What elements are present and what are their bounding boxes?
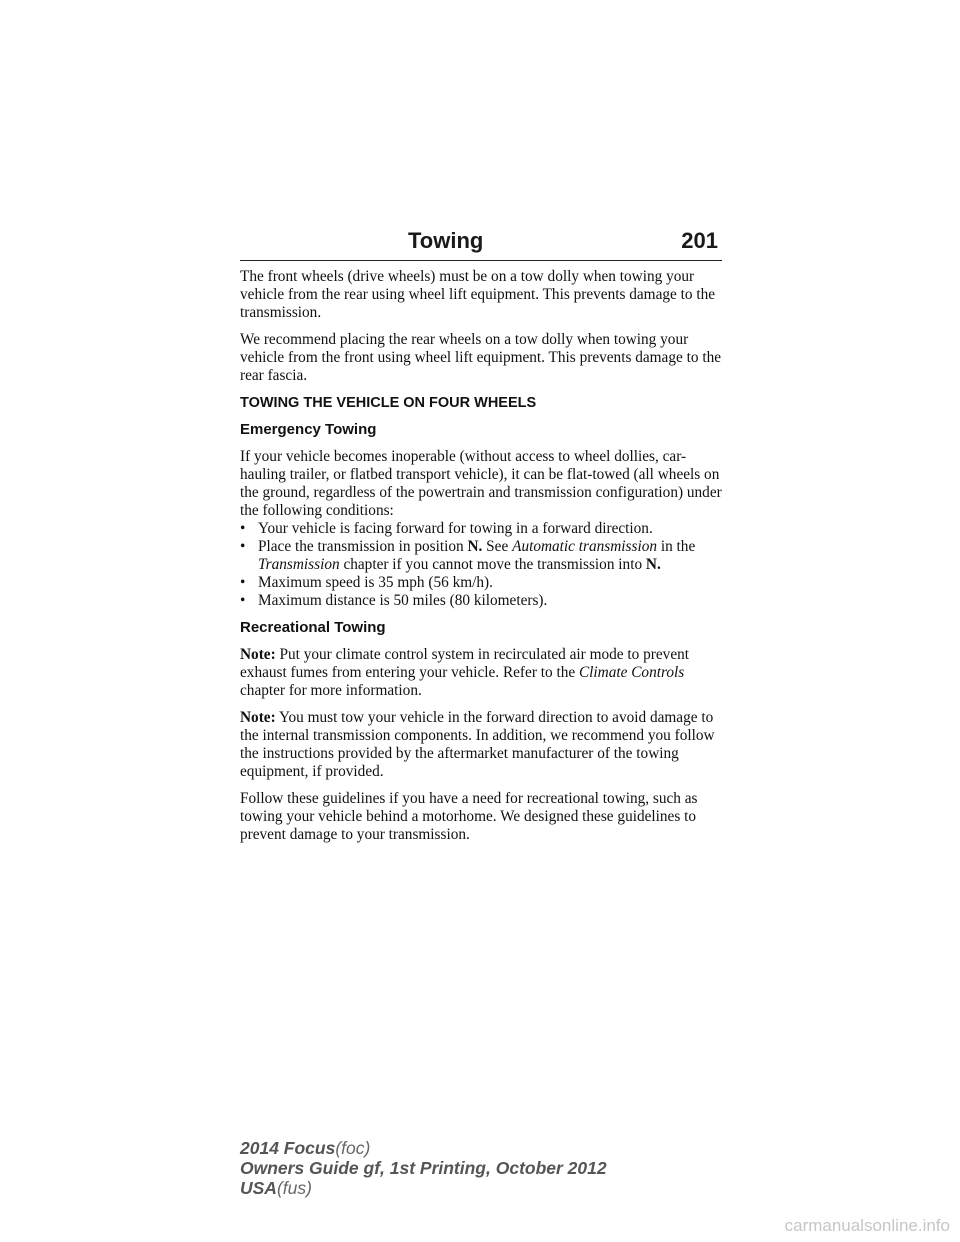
cross-reference: Automatic transmission (512, 538, 657, 555)
conditions-list (240, 520, 722, 610)
paragraph-guidelines: Follow these guidelines if you have a need for recreational towing, such as towing your vehicle behind a motorhome. We designed these guidelines to prevent damage to your transmission. (240, 790, 698, 843)
section-heading: TOWING THE VEHICLE ON FOUR WHEELS (240, 395, 537, 411)
emergency-intro: If your vehicle becomes inoperable (without access to wheel dollies, car-hauling trailer, or flatbed transport vehicle), it can be flat-towed (all wheels on the ground, regardless of the powertrain and transmission configuration) under the following conditions: (240, 448, 722, 519)
note-label: Note: (240, 646, 276, 663)
watermark: carmanualsonline.info (784, 1216, 950, 1235)
note-climate: Note: Put your climate control system in recirculated air mode to prevent exhaust fumes from entering your vehicle. Refer to the Climate Controls chapter for more information. (240, 646, 690, 699)
recreational-towing-heading: Recreational Towing (240, 619, 386, 636)
list-item: • Place the transmission in position N. See Automatic transmission in the Transmission chapter if you cannot move the transmission into N. (240, 538, 696, 573)
note-direction: Note: You must tow your vehicle in the forward direction to avoid damage to the internal transmission components. In addition, we recommend you follow the instructions provided by the aftermarket manufacturer of the towing equipment, if provided. (240, 709, 715, 780)
page-footer (240, 1138, 607, 1198)
bullet-icon: • (240, 574, 246, 591)
page-number: 201 (681, 228, 718, 253)
bullet-icon: • (240, 592, 246, 609)
page-header (240, 228, 722, 260)
footer-line-region: USA(fus) (240, 1178, 312, 1198)
header-rule (240, 260, 722, 261)
cross-reference: Transmission (258, 556, 340, 573)
list-item: • Maximum speed is 35 mph (56 km/h). (240, 574, 493, 591)
list-item: • Maximum distance is 50 miles (80 kilometers). (240, 592, 548, 609)
list-item: • Your vehicle is facing forward for towing in a forward direction. (240, 520, 653, 537)
cross-reference: Climate Controls (578, 664, 685, 681)
footer-line-model: 2014 Focus(foc) (240, 1138, 371, 1158)
chapter-title: Towing (408, 228, 484, 253)
emergency-towing-heading: Emergency Towing (240, 421, 377, 438)
page-body (240, 268, 722, 853)
bullet-icon: • (240, 520, 246, 537)
note-label: Note: (240, 709, 276, 726)
footer-line-edition: Owners Guide gf, 1st Printing, October 2012 (240, 1158, 607, 1178)
paragraph-rear-tow: The front wheels (drive wheels) must be on a tow dolly when towing your vehicle from the rear using wheel lift equipment. This prevents damage to the transmission. (240, 268, 716, 321)
paragraph-front-tow: We recommend placing the rear wheels on a tow dolly when towing your vehicle from the front using wheel lift equipment. This prevents damage to the rear fascia. (240, 331, 722, 384)
bullet-icon: • (240, 538, 246, 555)
